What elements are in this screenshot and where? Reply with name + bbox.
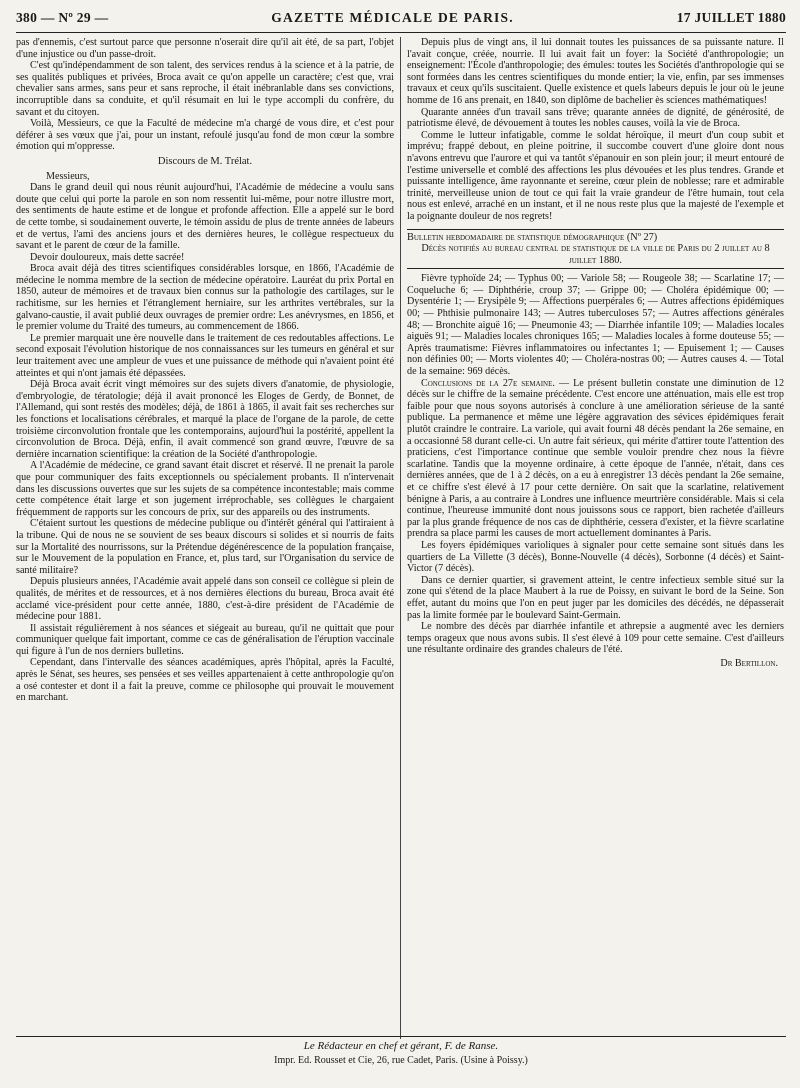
signature: Dr Bertillon.: [720, 657, 778, 669]
paragraph: Quarante années d'un travail sans trêve; quarante années de dignité, de générosité, de patriotisme élevé, de dévouement à toutes les nobles causes, voilà la vie de Broca.: [407, 106, 784, 130]
bulletin-header: [407, 229, 784, 270]
header-rule: [16, 32, 786, 33]
paragraph: Les foyers épidémiques varioliques à signaler pour cette semaine sont situés dans les quartiers de La Villette (3 décès), Bonne-Nouvelle (4 décès), Sorbonne (4 décès) et Saint-Victor (7 décès).: [407, 539, 784, 575]
left-column: [16, 37, 400, 1039]
paragraph: Dans ce dernier quartier, si gravement atteint, le centre infectieux semble situé sur la zone qui s'étend de la place Maubert à la rue de Poissy, en suivant le bord de la Seine. Son effet, autant du moins que l'on en peut juger par les domiciles des décédés, ne dépasserait pas la limite formée par le boulevard Saint-Germain.: [407, 574, 784, 621]
paragraph: Il assistait régulièrement à nos séances et siégeait au bureau, qu'il ne quittait que pour communiquer quelque fait important, comme ce cas de généralisation de l'éruption vaccinale qui figure à l'un de nos derniers bulletins.: [16, 622, 394, 657]
paragraph: Voilà, Messieurs, ce que la Faculté de médecine m'a chargé de vous dire, et c'est pour déférer à ses vœux que j'ai, pour un instant, refoulé jusqu'au fond de mon cœur la sombre émotion qui m'oppresse.: [16, 118, 394, 153]
page-number: 380 — Nº 29 —: [16, 10, 109, 25]
paragraph: Dans le grand deuil qui nous réunit aujourd'hui, l'Académie de médecine a voulu sans doute que celui qui porte la parole en son nom ressentit lui-même, pour notre illustre mort, des sentiments de haute estime et de longue et profonde affection. Elle a appelé sur le bord de cette tombe, si soudainement ouverte, le témoin assidu de plus de trente années de labeurs et de vertus, l'ami des anciens jours et des dernières heures, le collègue respectueux du savant et le parent de cœur de la famille.: [16, 182, 394, 252]
printer-line: Impr. Ed. Rousset et Cie, 26, rue Cadet, Paris. (Usine à Poissy.): [274, 1055, 528, 1066]
paragraph: pas d'ennemis, c'est surtout parce que personne n'oserait dire qu'il ait été, de sa part, l'objet d'une injustice ou d'un passe-droit.: [16, 37, 394, 60]
mortality-statistics: Fièvre typhoïde 24; — Typhus 00; — Variole 58; — Rougeole 38; — Scarlatine 17; — Coqueluche 6; — Diphthérie, croup 37; — Grippe 00; — Choléra épidémique 00; — Dysentérie 1; — Erysipèle 9; — Affections puerpérales 6; — Autres affections épidémiques 00; — Phthisie pulmonaire 143; — Autres tuberculoses 57; — Autres affections générales 48; — Bronchite aiguë 16; — Pneumonie 43; — Diarrhée infantile 109; — Maladies locales aiguës 91; — Maladies locales chroniques 165; — Maladies locales à forme douteuse 55; — Après traumatisme: Fièvres inflammatoires ou infectantes 1; — Epuisement 1; — Causes non définies 00; — Morts violentes 40; — Choléra-nostras 00; — Autres causes 4. — Total de la semaine: 969 décès.: [407, 273, 784, 378]
paragraph: C'étaient surtout les questions de médecine publique ou d'intérêt général qui l'attiraient à la tribune. Qui de nous ne se souvient de ses beaux discours si solides et si nourris de faits sur la Mortalité des nourrissons, sur la Prétendue dégénérescence de la population française, sur le Mouvement de la population en France, et, plus tard, sur l'Organisation du service de santé militaire?: [16, 518, 394, 576]
article-columns: [16, 37, 786, 1039]
paragraph: Cependant, dans l'intervalle des séances académiques, après l'hôpital, après la Faculté, après le Sénat, ses heures, ses pensées et ses veilles appartenaient à cette anthropologie qu'on a osé contester et dont il a fait la preuve, comme ce philosophe qui prouvait le mouvement en marchant.: [16, 657, 394, 704]
paragraph: Devoir douloureux, mais dette sacrée!: [30, 251, 185, 263]
issue-date: 17 JUILLET 1880: [676, 10, 786, 25]
right-column: [400, 37, 784, 1039]
conclusions-label: Conclusions de la 27e semaine.: [421, 377, 555, 389]
conclusions-text: — Le présent bulletin constate une diminution de 12 décès sur le chiffre de la semaine précédente. C'est encore une atténuation, mais elle est trop faible pour que nous soyons autorisés à conclure à une amélioration sérieuse de la santé publique. La permanence et même une légère aggravation des sévices épidémiques ferait plutôt craindre le contraire. La variole, qui avait fourni 48 décès pendant la 26e semaine, en a occasionné 58 durant celle-ci. Un autre fait sérieux, qui mérite d'attirer toute l'attention des praticiens, c'est l'importance continue que semble vouloir prendre chez nous la fièvre scarlatine. Tandis que la moyenne ordinaire, à cette époque de l'année, n'était, dans ces dernières années, que de 1 à 2 décès, on a eu à enregistrer 13 décès pendant la 26e semaine, et ce chiffre s'est élevé à 17 pour cette dernière. On sait que la scarlatine, relativement bénigne à Paris, a au contraire à Londres une influence meurtrière considérable. Mais si cela continue, l'heureuse immunité dont nous jouissons sous ce rapport, bien rachetée d'ailleurs par la plus grande fréquence de nos cas de diphthérie, cessera d'exister, et la fièvre scarlatine prendra sa place parmi les causes de mort actuellement dominantes à Paris.: [407, 377, 784, 540]
salutation: Messieurs,: [46, 170, 90, 182]
journal-title: GAZETTE MÉDICALE DE PARIS.: [271, 10, 514, 25]
page-footer: [16, 1036, 786, 1066]
paragraph: Depuis plusieurs années, l'Académie avait appelé dans son conseil ce collègue si plein de qualités, de mérites et de ressources, et à nos dernières élections du bureau, Broca avait été acclamé vice-président pour cette année, 1880, c'est-à-dire président de l'Académie de médecine pour 1881.: [16, 576, 394, 623]
paragraph: Depuis plus de vingt ans, il lui donnait toutes les puissances de sa puissante nature. Il l'avait conçue, créée, nourrie. Il lui avait fait un foyer: la Société d'anthropologie; un enseignement: l'École d'anthropologie; des émules: toutes les Sociétés d'anthropologie qui se sont formées dans les centres scientifiques du monde entier; la vie, enfin, par ses immenses travaux et ceux qu'ils suscitaient. Quelle existence et quels labeurs depuis le jour où le jeune homme de 16 ans prenait, en 1840, son diplôme de bachelier ès sciences mathématiques!: [407, 37, 784, 106]
conclusions-paragraph: [407, 378, 784, 540]
page-header: [16, 10, 786, 30]
paragraph: C'est qu'indépendamment de son talent, des services rendus à la science et à la patrie, de ses qualités publiques et privées, Broca avait ce qu'on appelle un caractère; c'est que, vrai chevalier sans armes, sans peur et sans reproche, il était inébranlable dans ses convictions, incorruptible dans sa conduite, et qu'il résumait en lui le type accompli du confrère, du savant et du citoyen.: [16, 60, 394, 118]
paragraph: Déjà Broca avait écrit vingt mémoires sur des sujets divers d'anatomie, de physiologie, d'embryologie, de tératologie; déjà il avait prononcé les Eloges de Gerdy, de Bonnet, de l'Allemand, qui sont restés des modèles; déjà, de 1861 à 1865, il avait fait ses recherches sur les fonctions et localisations cérébrales, et marqué la place de l'organe de la parole, de cette troisième circonvolution frontale que les contemporains, aujourd'hui la postérité, appellent la circonvolution de Broca. Déjà, enfin, il avait commencé son grand œuvre, l'œuvre de sa dernière incarnation scientifique: la création de la Société d'anthropologie.: [16, 379, 394, 460]
paragraph: Le premier marquait une ère nouvelle dans le traitement de ces redoutables affections. Le second exposait l'évolution historique de nos connaissances sur les tumeurs en général et sur leur traitement avec une ampleur de vues et une puissance de méthode qui n'avaient point été atteintes et qui n'ont jamais été dépassées.: [16, 332, 394, 379]
paragraph: Le nombre des décès par diarrhée infantile et athrepsie a augmenté avec les derniers temps orageux que nous avons subis. Il s'est élevé à 109 pour cette semaine. C'est d'ailleurs une résultante ordinaire des grandes chaleurs de l'été.: [407, 621, 784, 656]
editor-line: Le Rédacteur en chef et gérant, F. de Ranse.: [303, 1040, 499, 1052]
paragraph: Broca avait déjà des titres scientifiques considérables lorsque, en 1866, l'Académie de médecine le nomma membre de la section de médecine opératoire. Lauréat du prix Portal en 1850, auteur de mémoires et de travaux bien connus sur la pathologie des cartilages, sur le rachitisme, sur les hernies et l'étranglement herniaire, sur les arthrites vertébrales, sur la galvano-caustie, il avait publié deux ouvrages de premier ordre: Les anévrysmes, en 1856, et le premier volume du Traité des tumeurs, au commencement de 1866.: [16, 263, 394, 333]
paragraph: A l'Académie de médecine, ce grand savant était discret et réservé. Il ne prenait la parole que pour communiquer des faits exceptionnels ou spécialement probants. Il n'intervenait dans les discussions ouvertes que sur les sujets de sa compétence incontestable; mais comme cette compétence était large et son jugement irréprochable, ses collègues le chargaient fréquemment de rapports sur les concours de prix, sur des appareils ou des instruments.: [16, 460, 394, 518]
section-heading: Discours de M. Trélat.: [157, 155, 253, 167]
paragraph: Comme le lutteur infatigable, comme le soldat héroïque, il meurt d'un coup subit et imprévu; frappé debout, en pleine poitrine, il succombe couvert d'une gloire dont nous n'avons entrevu que l'aurore et qui va tantôt s'épanouir en son plein jour; il meurt entouré de l'estime universelle et comblé des affections les plus dévouées et les plus tendres. Grande et puissante intelligence, âme rayonnante et sereine, cœur plein de noblesse; rare et admirable trinité, merveilleuse union de tout ce qui fait la vraie grandeur de l'être humain, tout cela nous est enlevé, arraché en un instant, et il ne nous reste plus que la majesté de l'exemple et la poignante douleur de nos regrets!: [407, 129, 784, 222]
bulletin-title: Bulletin hebdomadaire de statistique démographique (Nº 27): [407, 231, 658, 243]
bulletin-subtitle: Décès notifiés au bureau central de statistique de la ville de Paris du 2 juillet au 8 juillet 1880.: [421, 243, 770, 266]
